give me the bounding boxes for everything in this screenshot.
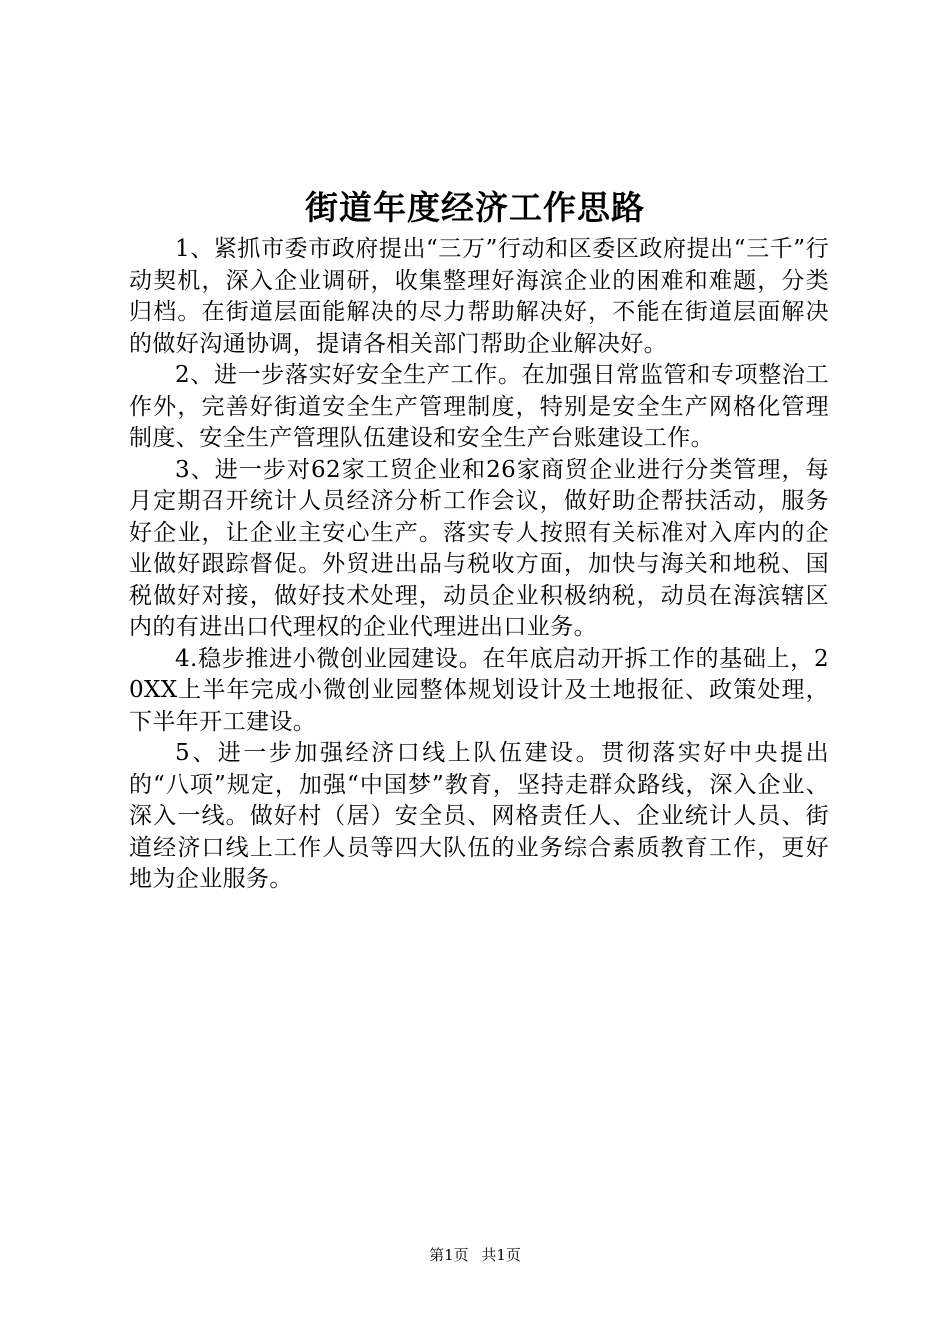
paragraph-5: 5、进一步加强经济口线上队伍建设。贯彻落实好中央提出的“八项”规定，加强“中国梦”教育，坚持走群众路线，深入企业、深入一线。做好村（居）安全员、网格责任人、企业统计人员、街道经济口线上工作人员等四大队伍的业务综合素质教育工作，更好地为企业服务。	[129, 740, 829, 892]
document-body	[129, 234, 829, 896]
document-title: 街道年度经济工作思路	[305, 188, 645, 227]
page-total: 共1页	[481, 1246, 521, 1264]
paragraph-2: 2、进一步落实好安全生产工作。在加强日常监管和专项整治工作外，完善好街道安全生产管理制度，特别是安全生产网格化管理制度、安全生产管理队伍建设和安全生产台账建设工作。	[129, 362, 829, 451]
page-footer	[0, 1244, 950, 1266]
page-number: 第1页	[429, 1246, 469, 1264]
paragraph-3: 3、进一步对62家工贸企业和26家商贸企业进行分类管理，每月定期召开统计人员经济分析工作会议，做好助企帮扶活动，服务好企业，让企业主安心生产。落实专人按照有关标准对入库内的企业做好跟踪督促。外贸进出品与税收方面，加快与海关和地税、国税做好对接，做好技术处理，动员企业积极纳税，动员在海滨辖区内的有进出口代理权的企业代理进出口业务。	[129, 456, 829, 640]
paragraph-4: 4.稳步推进小微创业园建设。在年底启动开拆工作的基础上，20XX上半年完成小微创业园整体规划设计及土地报征、政策处理，下半年开工建设。	[129, 645, 829, 735]
paragraph-1: 1、紧抓市委市政府提出“三万”行动和区委区政府提出“三千”行动契机，深入企业调研，收集整理好海滨企业的困难和难题，分类归档。在街道层面能解决的尽力帮助解决好，不能在街道层面解决的做好沟通协调，提请各相关部门帮助企业解决好。	[129, 236, 829, 357]
